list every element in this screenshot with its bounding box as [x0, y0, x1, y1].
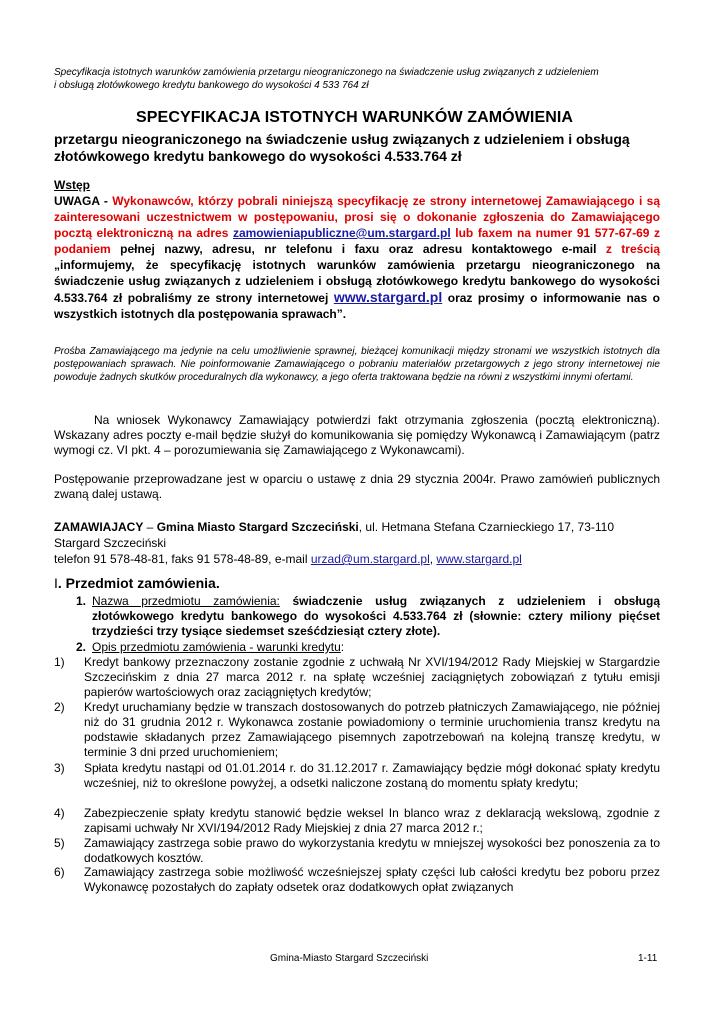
list-item [54, 761, 660, 791]
contracting-authority [54, 519, 660, 567]
numbered-item-1 [54, 594, 660, 639]
numbered-item-2 [54, 640, 660, 655]
intro-notice [54, 193, 660, 322]
authority-contact: telefon 91 578-48-81, faks 91 578-48-89, e-mail [54, 552, 308, 566]
notice-red-fax: lub faxem na numer 91 577-67-69 z podaniem [54, 226, 660, 256]
item-number: 1. [76, 594, 87, 608]
list-item-number: 6) [54, 865, 65, 879]
authority-address: , ul. Hetmana Stefana Czarnieckiego 17, 73-110 Stargard Szczeciński [54, 520, 615, 550]
page-number: 1-11 [638, 953, 658, 964]
list-item [54, 655, 660, 700]
list-item-text: Zabezpieczenie spłaty kredytu stanowić będzie weksel In blanco wraz z deklaracją wekslową, zgodnie z zapisami uchwały Nr XVI/194/2012 Rady Miejskiej z dnia 27 marca 2012 r.; [84, 806, 660, 835]
authority-name: Gmina Miasto Stargard Szczeciński [156, 520, 359, 534]
notice-text-2: „informujemy, że specyfikację istotnych warunków zamówienia przetargu nieograniczonego na świadczenie usług związanych z udzieleniem i obsługą złotówkowego kredytu bankowego do wysokości 4.533.764 zł pobraliśmy ze strony internetowej [54, 258, 660, 305]
list-item-number: 5) [54, 836, 65, 850]
list-item-text: Kredyt uruchamiany będzie w transzach dostosowanych do potrzeb płatniczych Zamawiającego, nie później niż do 31 grudnia 2012 r. Wykonawca zostanie powiadomiony o terminie uruchomienia transz kredytu na podstawie składanych przez Zamawiającego pisemnych zapotrzebowań na kolejną transzę kredytu, w terminie 3 dni przed uruchomieniem; [84, 700, 660, 759]
running-header [54, 66, 664, 92]
uwaga-label: UWAGA - [54, 194, 108, 208]
notice-text-1: pełnej nazwy, adresu, nr telefonu i faxu oraz adresu kontaktowego e-mail [120, 242, 597, 256]
list-item-text: Zamawiający zastrzega sobie prawo do wykorzystania kredytu w mniejszej wysokości bez ponoszenia za to dodatkowych kosztów. [84, 836, 660, 865]
list-item [54, 700, 660, 760]
notice-email-link[interactable]: zamowieniapubliczne@um.stargard.pl [232, 226, 451, 240]
notice-website-link[interactable]: www.stargard.pl [333, 289, 443, 305]
section-title: . Przedmiot zamówienia. [57, 575, 220, 591]
running-header-line-2: i obsługą złotówkowego kredytu bankowego do wysokości 4 533 764 zł [54, 80, 369, 91]
list-item [54, 806, 660, 836]
list-item-number: 2) [54, 700, 65, 714]
list-item-number: 3) [54, 761, 65, 775]
list-item-text: Spłata kredytu nastąpi od 01.01.2014 r. do 31.12.2017 r. Zamawiający będzie mógł dokonać spłaty kredytu wcześniej, niż to określone powyżej, a odsetki naliczone zostaną do momentu spłaty kredytu; [84, 761, 660, 790]
notice-red-text: Wykonawców, którzy pobrali niniejszą specyfikację ze strony internetowej Zamawiającego i są zainteresowani uczestnictwem w postępowaniu, prosi się o dokonanie zgłoszenia do Zamawiającego pocztą elektroniczną na adres [54, 194, 660, 240]
authority-label: ZAMAWIAJACY [54, 520, 144, 534]
list-item [54, 836, 660, 866]
list-item [54, 865, 660, 895]
list-item-number: 4) [54, 806, 65, 820]
footer-text: Gmina-Miasto Stargard Szczeciński [270, 953, 429, 964]
authority-email-link[interactable]: urzad@um.stargard.pl [310, 552, 430, 566]
paragraph-legal-basis: Postępowanie przeprowadzane jest w oparciu o ustawę z dnia 29 stycznia 2004r. Prawo zamówień publicznych zwaną dalej ustawą. [54, 472, 660, 501]
document-title: SPECYFIKACJA ISTOTNYCH WARUNKÓW ZAMÓWIENIA [136, 109, 574, 126]
authority-separator: , [429, 552, 437, 566]
paragraph-confirmation: Na wniosek Wykonawcy Zamawiający potwierdzi fakt otrzymania zgłoszenia (pocztą elektroniczną). Wskazany adres poczty e-mail będzie służył do komunikowania się pomiędzy Wykonawcą i Zamawiającym (patrz wymogi cz. VI pkt. 4 – porozumiewania się Zamawiającego z Wykonawcami). [54, 413, 660, 457]
authority-dash: – [143, 520, 157, 534]
notice-red-content: z treścią [605, 242, 660, 256]
notice-text-3: oraz prosimy o informowanie nas o wszystkich istotnych dla postępowania sprawach”. [54, 291, 660, 321]
section-roman: I [54, 575, 58, 591]
item-label: Opis przedmiotu zamówienia - warunki kredytu [92, 640, 341, 654]
item-colon: : [340, 640, 345, 654]
list-item-number: 1) [54, 655, 65, 669]
intro-heading: Wstęp [54, 178, 90, 192]
running-header-line-1: Specyfikacja istotnych warunków zamówienia przetargu nieograniczonego na świadczenie usług związanych z udzieleniem [54, 67, 599, 78]
list-item-text: Kredyt bankowy przeznaczony zostanie zgodnie z uchwałą Nr XVI/194/2012 Rady Miejskiej w Stargardzie Szczecińskim z dnia 27 marca 2012 r. na spłatę wcześniej zaciągniętych zobowiązań z tytułu emisji papierów wartościowych oraz zaciągniętych kredytów; [84, 655, 660, 699]
request-note: Prośba Zamawiającego ma jedynie na celu umożliwienie sprawnej, bieżącej komunikacji między stronami we wszystkich istotnych dla postępowaniach sprawach. Nie poinformowanie Zamawiającego o pobraniu materiałów przetargowych z jego strony internetowej nie powoduje żadnych skutków proceduralnych dla wykonawcy, a jego oferta traktowana będzie na równi z wszystkimi innymi ofertami. [54, 346, 660, 383]
list-item-text: Zamawiający zastrzega sobie możliwość wcześniejszej spłaty części lub całości kredytu bez poboru przez Wykonawcę pozostałych do zapłaty odsetek oraz dodatkowych opłat związanych [84, 865, 660, 894]
item-number: 2. [76, 640, 87, 654]
document-subtitle: przetargu nieograniczonego na świadczenie usług związanych z udzieleniem i obsługą złotówkowego kredytu bankowego do wysokości 4.533.764 zł [54, 131, 630, 164]
section-heading-1 [54, 575, 220, 591]
item-text: świadczenie usług związanych z udzieleniem i obsługą złotówkowego kredytu bankowego do wysokości 4.533.764 zł (słownie: cztery miliony pięćset trzydzieści trzy tysiące siedemset sześćdziesiąt cztery złote). [92, 594, 660, 638]
authority-website-link[interactable]: www.stargard.pl [436, 552, 522, 566]
item-label: Nazwa przedmiotu zamówienia: [92, 594, 280, 608]
